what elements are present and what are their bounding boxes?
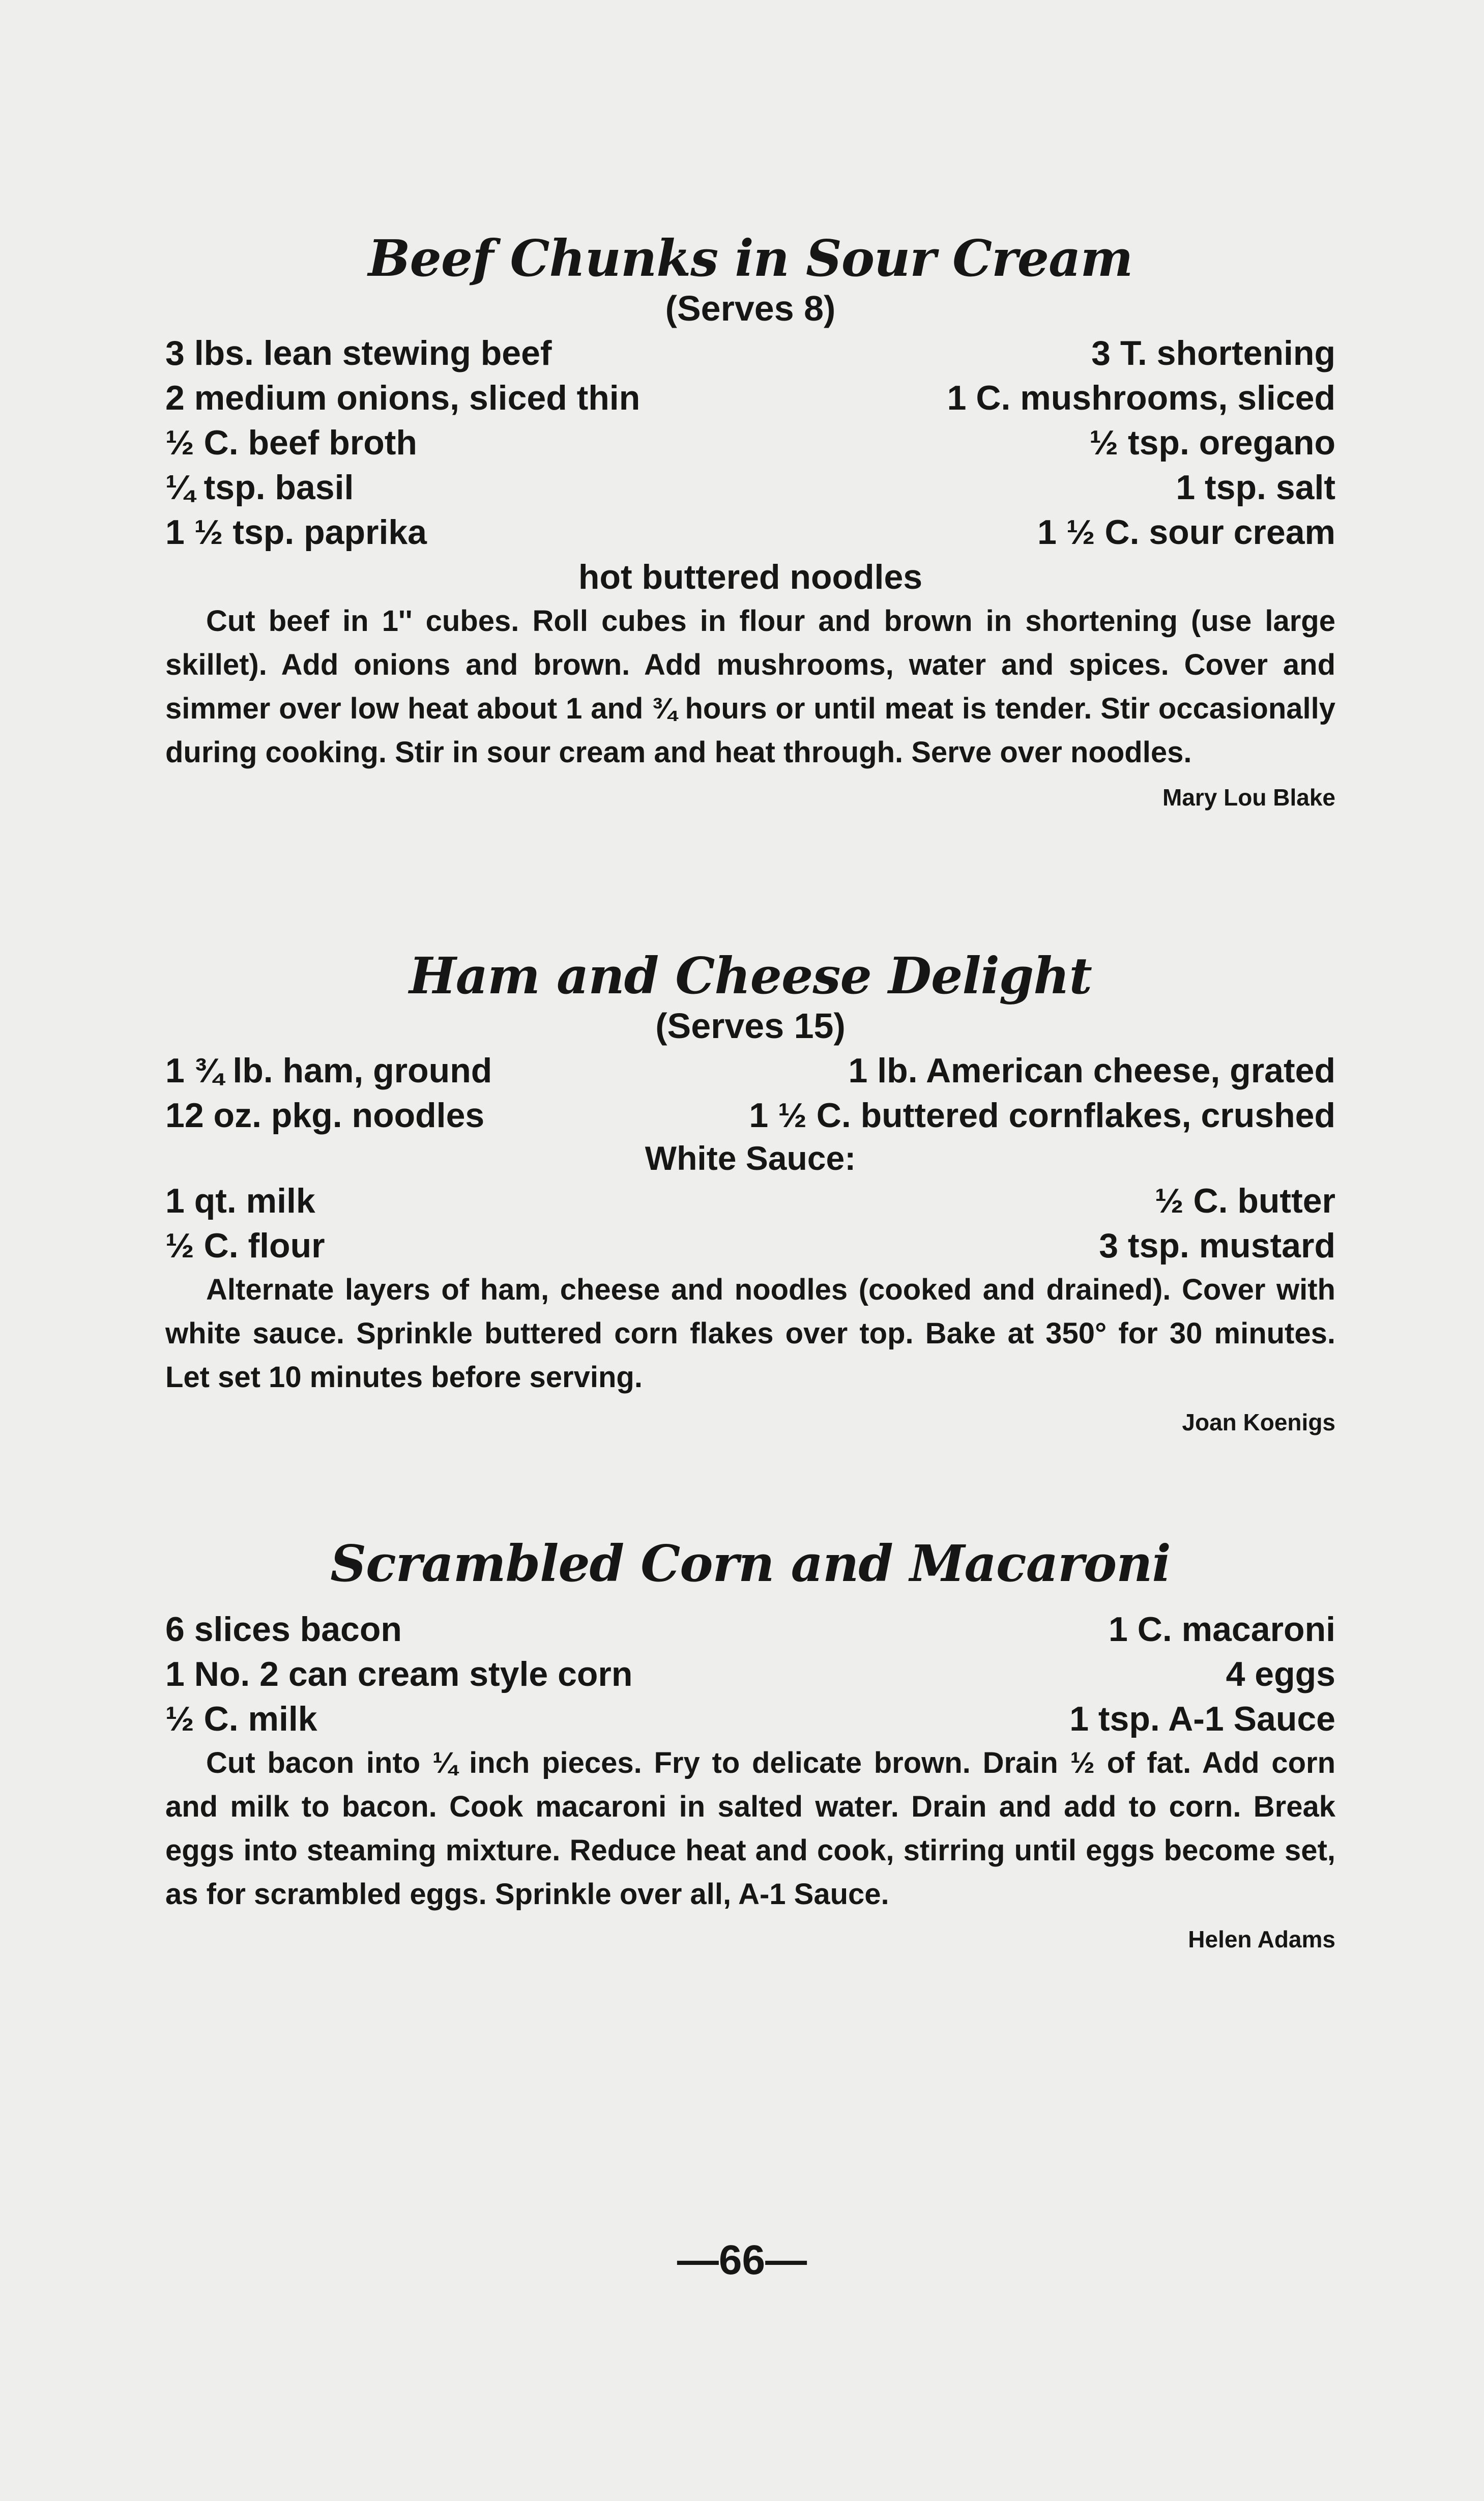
ingredient: 1 tsp. salt (1176, 468, 1335, 507)
page-number: —66— (677, 2237, 807, 2283)
recipe-title: Beef Chunks in Sour Cream (368, 229, 1133, 288)
recipe-serves: (Serves 8) (665, 288, 836, 328)
ingredient: ½ C. flour (165, 1226, 325, 1266)
recipe-author: Joan Koenigs (1182, 1409, 1335, 1436)
ingredient: ¼ tsp. basil (165, 468, 354, 507)
ingredient-row (165, 510, 1335, 555)
ingredient-row (165, 1607, 1335, 1652)
ingredient: 12 oz. pkg. noodles (165, 1096, 485, 1135)
recipe-method (165, 599, 1335, 774)
recipe-author: Helen Adams (1188, 1925, 1335, 1952)
ingredient-row (165, 331, 1335, 376)
ingredient-center: hot buttered noodles (578, 558, 923, 597)
ingredient-row (165, 420, 1335, 465)
ingredient: 3 T. shortening (1091, 334, 1335, 373)
recipe-title: Scrambled Corn and Macaroni (330, 1535, 1171, 1593)
ingredient-row (165, 1223, 1335, 1268)
recipe-scrambled-corn (165, 1537, 1335, 1962)
sauce-heading: White Sauce: (645, 1139, 856, 1177)
recipe-serves: (Serves 15) (655, 1005, 846, 1046)
ingredient: 1 ½ C. sour cream (1037, 513, 1335, 552)
ingredient: 1 tsp. A-1 Sauce (1069, 1699, 1335, 1738)
ingredient: 1 No. 2 can cream style corn (165, 1654, 633, 1693)
ingredient-list (165, 331, 1335, 599)
method-text: Cut bacon into ¼ inch pieces. Fry to delicate brown. Drain ½ of fat. Add corn and milk to bacon. Cook macaroni in salted water. Drain and add to corn. Break eggs into steaming mixture. Reduce heat and cook, stirring until eggs become set, as for scrambled eggs. Sprinkle over all, A-1 Sauce. (165, 1746, 1335, 1911)
ingredient-row (165, 1652, 1335, 1697)
ingredient-row (165, 465, 1335, 510)
recipe-author: Mary Lou Blake (1162, 784, 1335, 811)
ingredient: 3 tsp. mustard (1099, 1226, 1335, 1266)
ingredient: ½ C. milk (165, 1699, 317, 1738)
ingredient: ½ C. butter (1154, 1182, 1335, 1221)
ingredient-row (165, 1178, 1335, 1223)
ingredient-list (165, 1048, 1335, 1268)
ingredient-row (165, 1093, 1335, 1138)
ingredient: 1 ½ C. buttered cornflakes, crushed (749, 1096, 1335, 1135)
recipe-ham-cheese (165, 949, 1335, 1445)
ingredient-row (165, 1048, 1335, 1093)
ingredient: 1 ¾ lb. ham, ground (165, 1051, 492, 1090)
recipe-method (165, 1741, 1335, 1916)
recipe-beef-chunks (165, 229, 1335, 820)
ingredient: 4 eggs (1226, 1654, 1335, 1693)
ingredient: 1 C. macaroni (1109, 1609, 1335, 1649)
ingredient: 6 slices bacon (165, 1609, 402, 1649)
recipe-title: Ham and Cheese Delight (409, 947, 1092, 1005)
ingredient-list (165, 1607, 1335, 1741)
ingredient-row (165, 376, 1335, 420)
ingredient-row (165, 1697, 1335, 1741)
ingredient: 3 lbs. lean stewing beef (165, 334, 552, 373)
ingredient: 2 medium onions, sliced thin (165, 379, 641, 418)
ingredient: ½ tsp. oregano (1089, 423, 1335, 463)
method-text: Cut beef in 1'' cubes. Roll cubes in flour and brown in shortening (use large skillet). Add onions and brown. Add mushrooms, water and spices. Cover and simmer over low heat about 1 and ¾ hours or until meat is tender. Stir occasionally during cooking. Stir in sour cream and heat through. Serve over noodles. (165, 605, 1335, 769)
method-text: Alternate layers of ham, cheese and noodles (cooked and drained). Cover with white sauce. Sprinkle buttered corn flakes over top. Bake at 350° for 30 minutes. Let set 10 minutes before serving. (165, 1273, 1335, 1394)
ingredient: 1 C. mushrooms, sliced (947, 379, 1335, 418)
ingredient: ½ C. beef broth (165, 423, 417, 463)
ingredient: 1 qt. milk (165, 1182, 315, 1221)
ingredient: 1 ½ tsp. paprika (165, 513, 427, 552)
recipe-method (165, 1268, 1335, 1399)
ingredient: 1 lb. American cheese, grated (848, 1051, 1335, 1090)
